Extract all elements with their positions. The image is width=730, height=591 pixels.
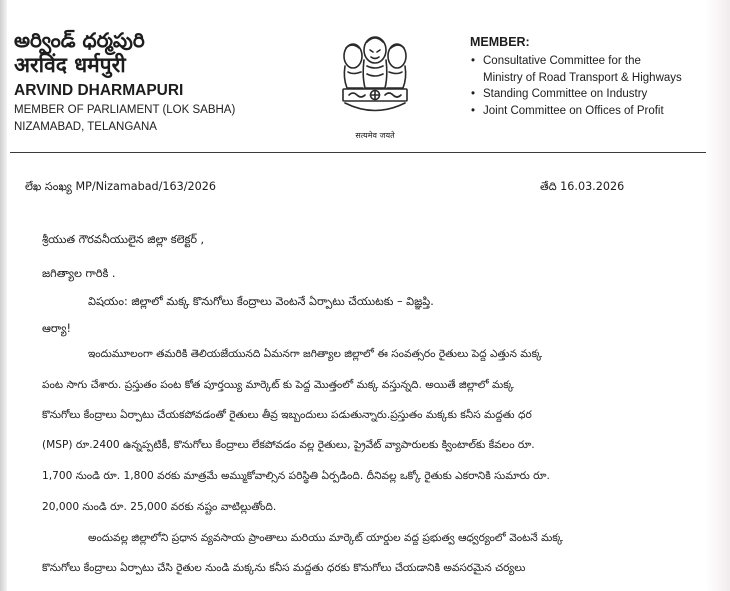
state-emblem-icon bbox=[315, 20, 435, 130]
header-divider bbox=[10, 152, 706, 153]
committee-list bbox=[470, 53, 715, 119]
state-emblem bbox=[315, 20, 435, 150]
name-telugu: అర్విండ్ ధర్మపురి bbox=[14, 28, 145, 52]
paragraph-1-line-5: 1,700 నుండి రూ. 1,800 వరకు మాత్రమే అమ్ముకోవాల్సిన పరిస్థితి ఏర్పడింది. దీనివల్ల ఒక్కో రైతుకు ఎకరానికి సుమారు రూ. bbox=[42, 470, 550, 482]
letterhead-name-block bbox=[14, 28, 264, 135]
paragraph-1-line-4: (MSP) రూ.2400 ఉన్నప్పటికీ, కొనుగోలు కేంద్రాలు లేకపోవడం వల్ల రైతులు, ప్రైవేట్ వ్యాపారులకు క్వింటాల్‌కు కేవలం రూ. bbox=[42, 439, 535, 451]
letter-date: తేది 16.03.2026 bbox=[540, 180, 625, 193]
paragraph-1-line-3: కొనుగోలు కేంద్రాలు ఏర్పాటు చేయకపోవడంతో రైతులు తీవ్ర ఇబ్బందులు పడుతున్నారు.ప్రస్తుతం మక్కకు కనీస మద్దతు ధర bbox=[42, 409, 532, 421]
committee-item: • Standing Committee on Industry bbox=[470, 86, 715, 103]
page-edge-shadow bbox=[0, 0, 7, 591]
emblem-motto: सत्यमेव जयते bbox=[355, 131, 395, 140]
committee-item: • Consultative Committee for the bbox=[470, 53, 715, 70]
salutation-line-2: జగిత్యాల గారికి . bbox=[42, 267, 116, 280]
designation: MEMBER OF PARLIAMENT (LOK SABHA) bbox=[14, 104, 236, 116]
constituency: NIZAMABAD, TELANGANA bbox=[14, 121, 157, 133]
greeting: ఆర్యా! bbox=[42, 322, 72, 335]
salutation-line-1: శ్రీయుత గౌరవనీయులైన జిల్లా కలెక్టర్ , bbox=[42, 233, 205, 246]
reference-number: లేఖ సంఖ్య MP/Nizamabad/163/2026 bbox=[25, 180, 217, 193]
committee-item-continued: Ministry of Road Transport & Highways bbox=[483, 71, 682, 84]
paragraph-1-line-1: ఇందుమూలంగా తమరికి తెలియజేయునది ఏమనగా జగిత్యాల జిల్లాలో ఈ సంవత్సరం రైతులు పెద్ద ఎత్తున మక్క bbox=[88, 348, 543, 360]
paragraph-2-line-2: కొనుగోలు కేంద్రాలు ఏర్పాటు చేసి రైతుల నుండి మక్కను కనీస మద్దతు ధరకు కొనుగోలు చేయడానికి అవసరమైన చర్యలు bbox=[42, 562, 526, 574]
paragraph-1-line-2: పంట సాగు చేశారు. ప్రస్తుతం పంట కోత పూర్తయ్యి మార్కెట్ కు పెద్ద మొత్తంలో మక్క వస్తున్నది. అయితే జిల్లాలో మక్క bbox=[42, 379, 514, 391]
committee-item: • Joint Committee on Offices of Profit bbox=[470, 103, 715, 120]
member-heading: MEMBER: bbox=[470, 35, 530, 49]
committee-block bbox=[470, 34, 715, 119]
paragraph-1-line-6: 20,000 నుండి రూ. 25,000 వరకు నష్టం వాటిల్లుతోంది. bbox=[42, 501, 277, 513]
subject-line: విషయం: జిల్లాలో మక్క కొనుగోలు కేంద్రాలు వెంటనే ఏర్పాటు చేయుటకు – విజ్ఞప్తి. bbox=[88, 295, 434, 308]
name-hindi: अरविंद धर्मपुरी bbox=[14, 53, 126, 77]
name-english: ARVIND DHARMAPURI bbox=[14, 82, 184, 99]
paragraph-2-line-1: అందువల్ల జిల్లాలోని ప్రధాన వ్యవసాయ ప్రాంతాలు మరియు మార్కెట్ యార్డుల వద్ద ప్రభుత్వ ఆధ్వర్యంలో వెంటనే మక్క bbox=[88, 532, 563, 544]
